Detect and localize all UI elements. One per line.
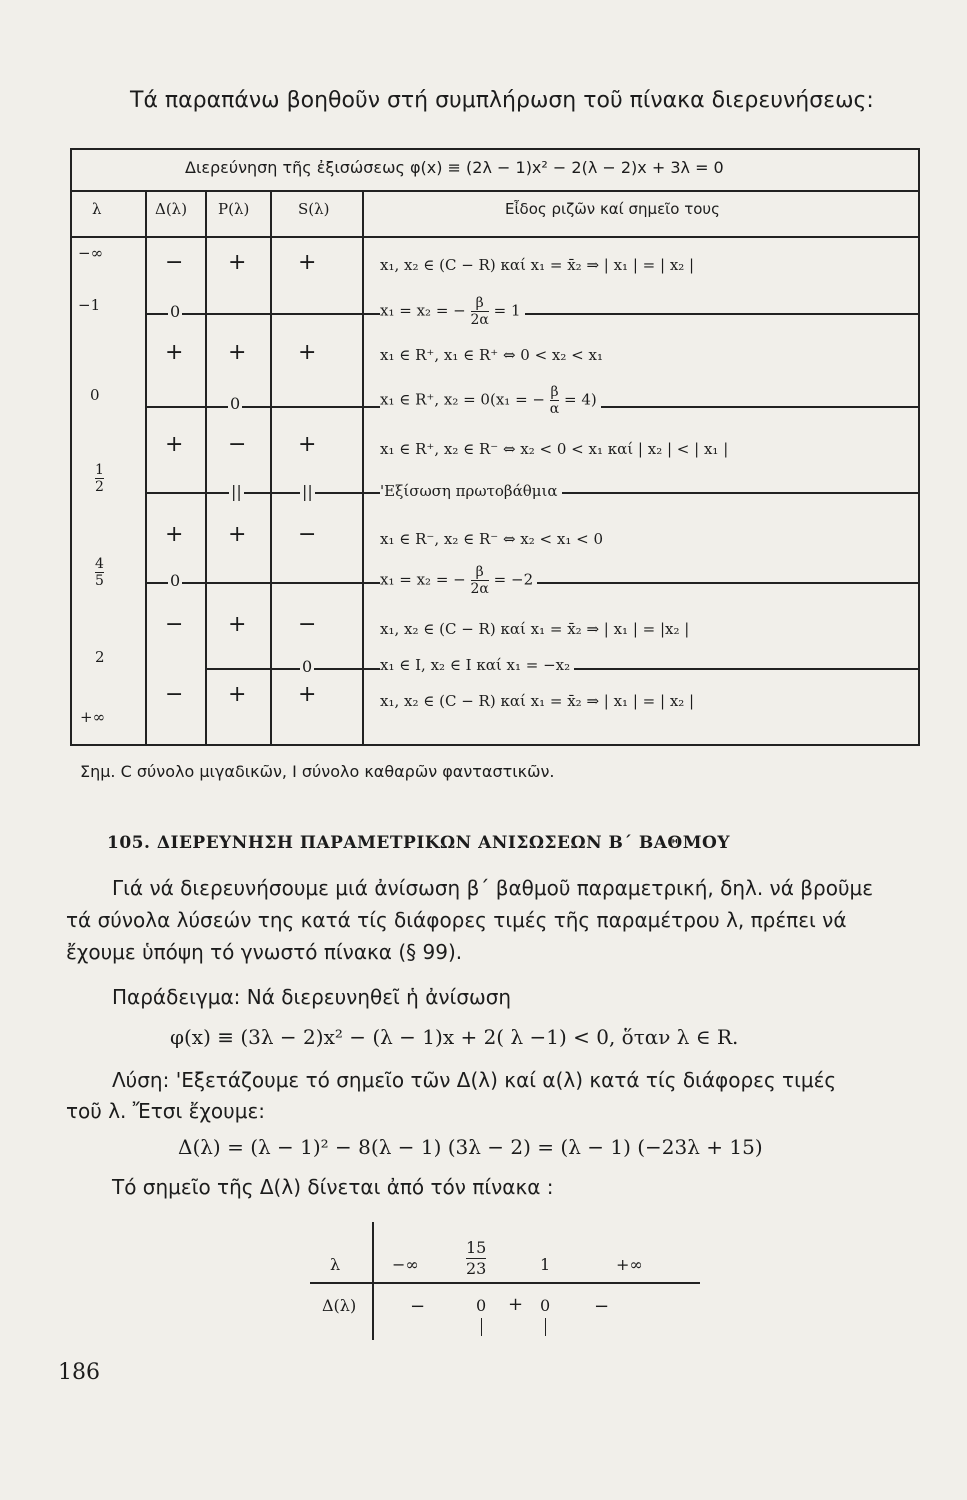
zero-delta-neg-one: 0 [170,302,181,321]
delta-formula: Δ(λ) = (λ − 1)² − 8(λ − 1) (3λ − 2) = (λ − 1) (−23λ + 15) [178,1135,763,1159]
desc-double-root-1: x₁ = x₂ = − $\frac{\beta}{2\alpha}$ = 1 [380,295,525,328]
desc-r5: x₁, x₂ ∈ (C − R) καί x₁ = x̄₂ ⇒ | x₁ | = |x₂ | [380,620,690,638]
paragraph-line-1: Γιά νά διερευνήσουμε μιά ἀνίσωση β΄ βαθμοῦ παραμετρική, δηλ. νά βροῦμε [112,876,874,900]
small-table-one: 1 [540,1255,551,1274]
sign-table-intro: Τό σημεῖο τῆς Δ(λ) δίνεται ἀπό τόν πίνακα : [112,1175,554,1199]
desc-r1: x₁, x₂ ∈ (C − R) καί x₁ = x̄₂ ⇒ | x₁ | = | x₂ | [380,256,695,274]
sign-delta-r2: + [165,340,184,365]
header-s: S(λ) [298,200,330,218]
sign-delta-r5: − [165,612,184,637]
sign-delta-r3: + [165,432,184,457]
small-table-pos-inf: +∞ [616,1255,643,1274]
sign-p-r4: + [228,522,247,547]
title-divider [70,190,920,192]
small-table-vline [372,1222,374,1340]
zero-s-two: 0 [302,657,313,676]
sign-s-r5: − [298,612,317,637]
table-note: Σημ. C σύνολο μιγαδικῶν, I σύνολο καθαρῶν φανταστικῶν. [80,762,555,781]
desc-imaginary: x₁ ∈ I, x₂ ∈ I καί x₁ = −x₂ [380,656,574,674]
desc-linear: 'Εξίσωση πρωτοβάθμια [380,482,562,500]
lambda-zero: 0 [90,386,100,404]
sign-p-r2: + [228,340,247,365]
desc-double-root-2: x₁ = x₂ = − $\frac{\beta}{2\alpha}$ = −2 [380,564,537,597]
header-p: P(λ) [218,200,250,218]
sign-s-r1: + [298,250,317,275]
lambda-two: 2 [95,648,105,666]
sign-s-r3: + [298,432,317,457]
sign-p-r1: + [228,250,247,275]
section-title: 105. ΔΙΕΡΕΥΝΗΣΗ ΠΑΡΑΜΕΤΡΙΚΩΝ ΑΝΙΣΩΣΕΩΝ Β΄ ΒΑΘΜΟΥ [107,833,730,853]
sign-s-r4: − [298,522,317,547]
paragraph-line-2: τά σύνολα λύσεών της κατά τίς διάφορες τιμές τῆς παραμέτρου λ, πρέπει νά [66,908,847,932]
zero-p-zero: 0 [230,394,241,413]
small-table-sign-2: + [508,1294,524,1315]
lambda-four-fifths: 4 5 [95,556,104,589]
example-line: Παράδειγμα: Νά διερευνηθεῖ ἡ ἀνίσωση [112,985,512,1009]
intro-line: Τά παραπάνω βοηθοῦν στή συμπλήρωση τοῦ πίνακα διερευνήσεως: [130,88,874,113]
col-line-2 [205,190,207,746]
zero-delta-four-fifths: 0 [170,571,181,590]
col-line-1 [145,190,147,746]
lambda-neg-one: −1 [78,296,101,314]
small-table-sign-1: − [410,1296,426,1317]
sign-p-r6: + [228,682,247,707]
lambda-pos-inf: +∞ [80,708,106,726]
small-table-lambda-label: λ [330,1255,341,1274]
small-table-zero-1: 0 [476,1296,487,1315]
desc-r4: x₁ ∈ R⁻, x₂ ∈ R⁻ ⇔ x₂ < x₁ < 0 [380,530,603,548]
small-table-neg-inf: −∞ [392,1255,419,1274]
solution-line-1: Λύση: 'Εξετάζουμε τό σημεῖο τῶν Δ(λ) καί α(λ) κατά τίς διάφορες τιμές [112,1068,837,1092]
sign-delta-r6: − [165,682,184,707]
lambda-neg-inf: −∞ [78,244,104,262]
col-line-4 [362,190,364,746]
desc-r2: x₁ ∈ R⁺, x₁ ∈ R⁺ ⇔ 0 < x₂ < x₁ [380,346,603,364]
desc-r3: x₁ ∈ R⁺, x₂ ∈ R⁻ ⇔ x₂ < 0 < x₁ καί | x₂ | < | x₁ | [380,440,729,458]
small-table-zero-2: 0 [540,1296,551,1315]
header-lambda: λ [92,200,102,218]
header-divider [70,236,920,238]
small-table-delta-label: Δ(λ) [322,1296,357,1315]
sign-p-r3: − [228,432,247,457]
small-table-tick-2 [545,1318,546,1336]
sign-s-r2: + [298,340,317,365]
sign-delta-r4: + [165,522,184,547]
lambda-one-half: 1 2 [95,462,104,495]
small-table-fifteen-23: 15 23 [466,1238,487,1278]
header-kind: Εἶδος ριζῶν καί σημεῖο τους [505,200,720,218]
page-number: 186 [58,1360,100,1385]
table-title: Διερεύνηση τῆς ἐξισώσεως φ(x) ≡ (2λ − 1)x² − 2(λ − 2)x + 3λ = 0 [185,158,724,177]
undef-p-half: || [231,482,242,501]
small-table-sign-3: − [594,1296,610,1317]
paragraph-line-3: ἔχουμε ὑπόψη τό γνωστό πίνακα (§ 99). [66,940,463,964]
desc-zero-root: x₁ ∈ R⁺, x₂ = 0 (x₁ = − $\frac{\beta}{\alpha}$ = 4) [380,384,601,417]
sign-delta-r1: − [165,250,184,275]
header-delta: Δ(λ) [155,200,188,218]
inequality-line: φ(x) ≡ (3λ − 2)x² − (λ − 1)x + 2( λ −1) < 0, ὅταν λ ∈ R. [170,1025,739,1049]
desc-r6: x₁, x₂ ∈ (C − R) καί x₁ = x̄₂ ⇒ | x₁ | = | x₂ | [380,692,695,710]
solution-line-2: τοῦ λ. Ἔτσι ἔχουμε: [66,1099,266,1123]
line-lambda-neg-one [145,313,920,315]
sign-s-r6: + [298,682,317,707]
col-line-3 [270,190,272,746]
sign-p-r5: + [228,612,247,637]
undef-s-half: || [302,482,313,501]
small-table-tick-1 [481,1318,482,1336]
small-table-hline [310,1282,700,1284]
